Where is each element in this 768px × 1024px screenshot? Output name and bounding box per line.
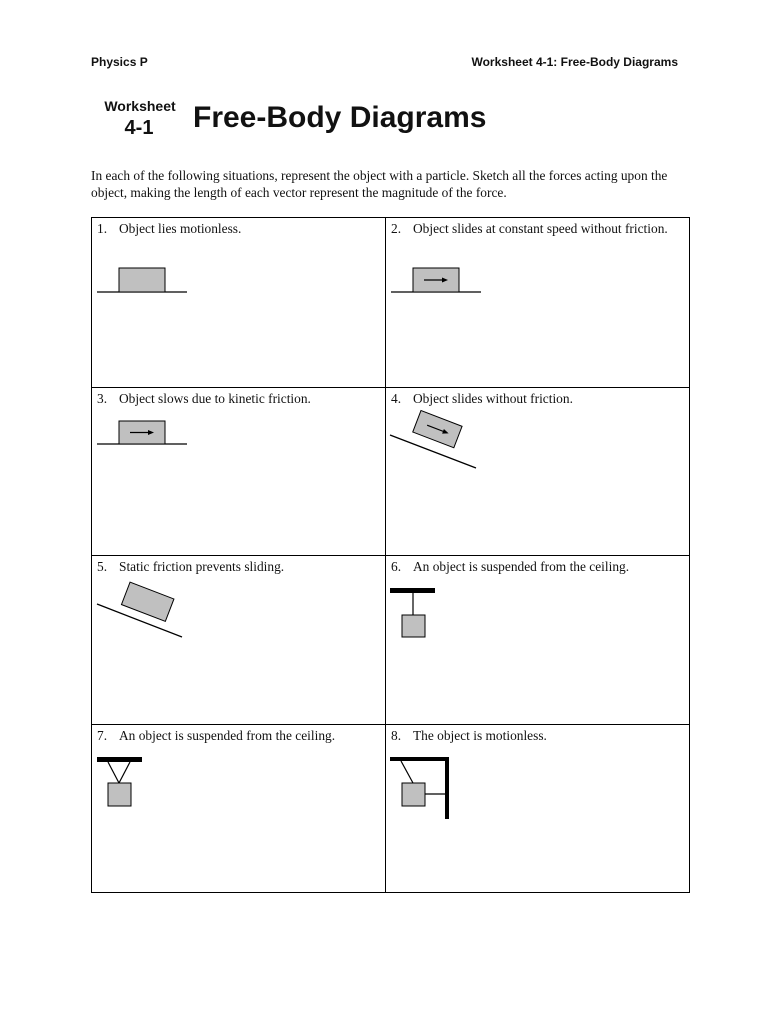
problem-3-diagram (92, 388, 386, 556)
hanging-block (402, 615, 425, 637)
problem-6-text: An object is suspended from the ceiling. (413, 559, 630, 574)
problem-8-text: The object is motionless. (413, 727, 547, 743)
problem-7-number: 7. (97, 727, 108, 743)
problem-grid (91, 217, 690, 893)
course-name: Physics P (91, 55, 148, 69)
hanging-block (108, 783, 131, 806)
rope-right (119, 762, 130, 783)
problem-2-cell (386, 218, 689, 387)
problem-2-diagram (386, 218, 689, 386)
block-group (121, 582, 173, 621)
problem-4-text: Object slides without friction. (413, 390, 573, 406)
problem-1-text: Object lies motionless. (119, 221, 242, 236)
problem-2-number: 2. (391, 221, 402, 236)
problem-5-text: Static friction prevents sliding. (119, 559, 285, 574)
block-group (413, 410, 462, 447)
problem-3-cell (92, 387, 386, 556)
ceiling-bar (97, 757, 142, 762)
wall (445, 757, 449, 819)
problem-3-text: Object slows due to kinetic friction. (119, 390, 311, 406)
instructions: In each of the following situations, represent the object with a particle. Sketch all the forces acting upon the object, making the length of each vector represent the magnitude of the force. (91, 168, 668, 200)
problem-4-diagram (386, 388, 689, 556)
block (121, 582, 173, 621)
problem-6-cell (386, 555, 689, 724)
problem-3-number: 3. (97, 390, 108, 406)
problem-4-number: 4. (391, 390, 402, 406)
problem-1-diagram (92, 218, 386, 386)
problem-8-number: 8. (391, 727, 402, 743)
problem-1-number: 1. (97, 221, 108, 236)
worksheet-label: Worksheet (104, 98, 176, 114)
angled-rope (401, 761, 413, 783)
hanging-block (402, 783, 425, 806)
block (119, 268, 165, 292)
problem-5-cell (92, 555, 386, 724)
problem-6-diagram (386, 556, 689, 724)
problem-7-cell (92, 724, 386, 893)
problem-6-number: 6. (391, 559, 402, 574)
worksheet-reference: Worksheet 4-1: Free-Body Diagrams (471, 55, 678, 69)
rope-left (108, 762, 119, 783)
problem-8-diagram (386, 725, 689, 893)
problem-7-diagram (92, 725, 386, 893)
problem-1-cell (92, 218, 386, 387)
ceiling-bar (390, 588, 435, 593)
worksheet-number: 4-1 (124, 117, 154, 139)
problem-7-text: An object is suspended from the ceiling. (119, 727, 336, 743)
ceiling-bar (390, 757, 448, 761)
problem-8-cell (386, 724, 689, 893)
problem-5-diagram (92, 556, 386, 724)
problem-5-number: 5. (97, 559, 108, 574)
page-title: Free-Body Diagrams (193, 101, 487, 134)
problem-2-text: Object slides at constant speed without friction. (413, 221, 668, 236)
problem-4-cell (386, 387, 689, 556)
